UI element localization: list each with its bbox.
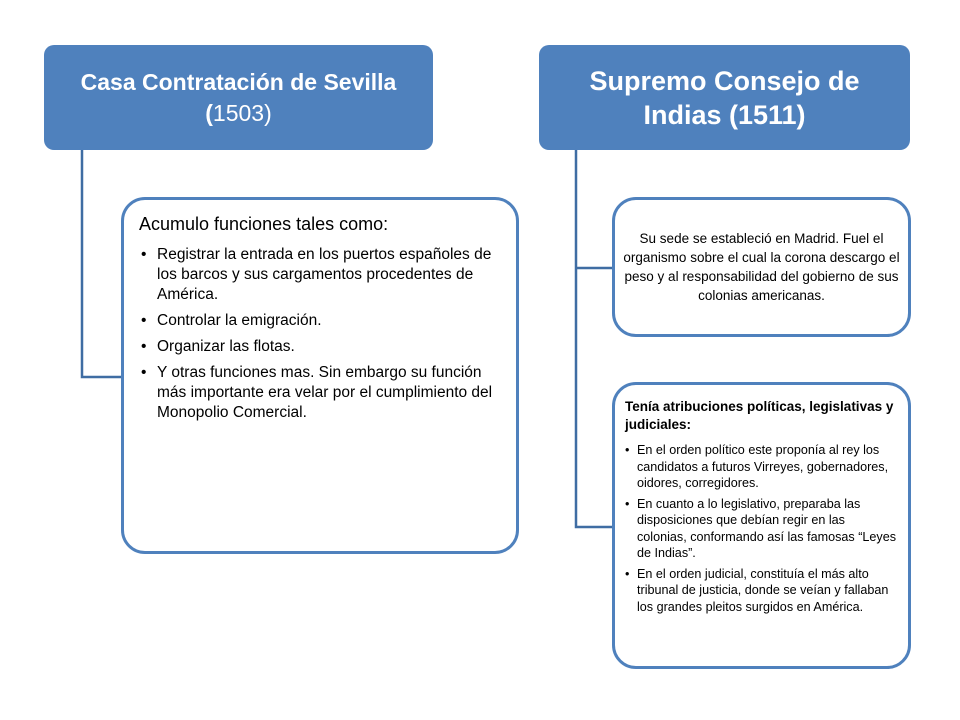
header-casa-title: Casa Contratación de Sevilla: [80, 68, 397, 95]
list-item: • En cuanto a lo legislativo, preparaba las disposiciones que debían regir en las colonias, conformando así las famosas “Leyes de Indias”.: [625, 496, 898, 562]
box-sede-text: Su sede se estableció en Madrid. Fuel el organismo sobre el cual la corona descargo el peso y al responsabilidad del gobierno de sus colonias americanas.: [623, 231, 900, 303]
header-supremo-consejo: [539, 45, 910, 150]
atribuciones-list: [625, 442, 898, 615]
box-sede-madrid: [612, 197, 911, 337]
header-consejo-title: Supremo Consejo de Indias (1511): [589, 65, 860, 130]
list-item: • Y otras funciones mas. Sin embargo su función más importante era velar por el cumplimiento del Monopolio Comercial.: [139, 363, 502, 423]
box-atribuciones: [612, 382, 911, 669]
box-atribuciones-title: Tenía atribuciones políticas, legislativas y judiciales:: [625, 399, 894, 432]
connector-left: [82, 150, 121, 377]
box-funciones-casa: [121, 197, 519, 554]
connector-right-top: [576, 150, 612, 527]
header-casa-year: 1503): [212, 99, 272, 126]
list-item: • Registrar la entrada en los puertos españoles de los barcos y sus cargamentos procedentes de América.: [139, 245, 502, 305]
list-item: • Controlar la emigración.: [139, 311, 502, 331]
list-item: • Organizar las flotas.: [139, 337, 502, 357]
list-item: • En el orden judicial, constituía el más alto tribunal de justicia, donde se veían y fallaban los grandes pleitos surgidos en América.: [625, 566, 898, 616]
header-casa-paren: (: [205, 99, 213, 126]
header-casa-contratacion: [44, 45, 433, 150]
funciones-list: [139, 245, 502, 423]
box-funciones-title: Acumulo funciones tales como:: [139, 214, 389, 234]
list-item: • En el orden político este proponía al rey los candidatos a futuros Virreyes, gobernadores, oidores, corregidores.: [625, 442, 898, 492]
